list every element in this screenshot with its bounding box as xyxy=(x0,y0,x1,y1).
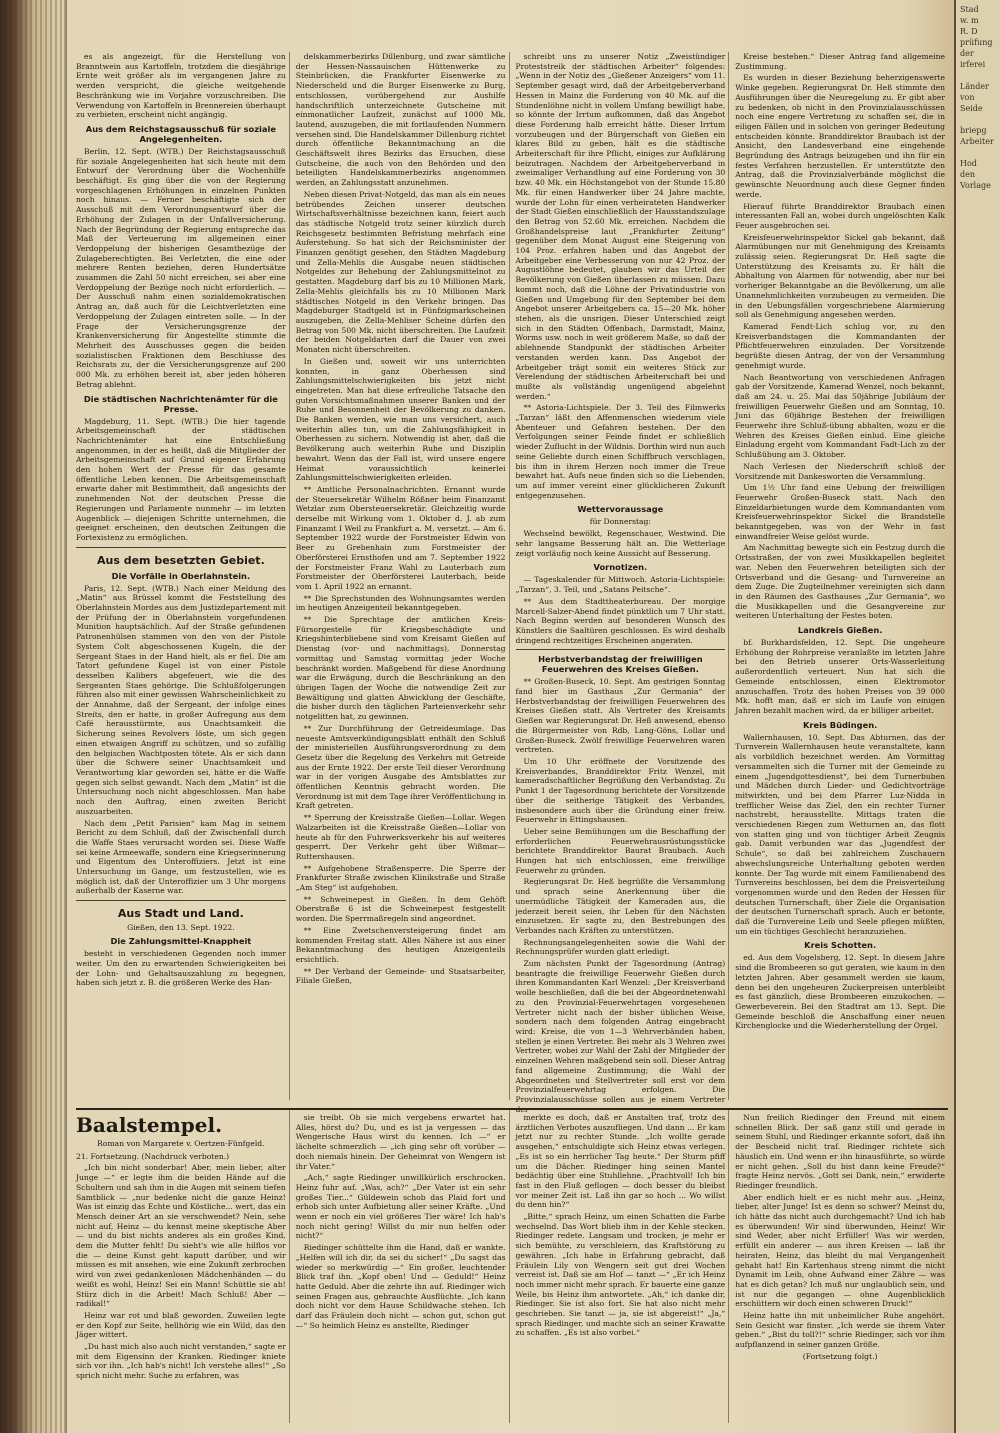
headline: Aus dem Reichstagsausschuß für soziale Angelegenheiten. xyxy=(85,123,276,144)
article-text: ** Eine Zwetschenversteigerung findet am kommenden Freitag statt. Alles Nähere ist aus einer Bekanntmachung des heutigen Anzeigenteils ersichtlich. xyxy=(295,925,506,964)
headline: Herbstverbandstag der freiwilligen Feuerwehren des Kreises Gießen. xyxy=(538,654,703,675)
article-text: — Tageskalender für Mittwoch. Astoria-Lichtspiele: „Tarzan“, 3. Teil, und „Satans Peitsche“. xyxy=(515,575,726,595)
headline: Kreis Schotten. xyxy=(804,940,877,951)
dateline: Gießen, den 13. Sept. 1922. xyxy=(127,923,235,933)
headline: Die städtischen Nachrichtenämter für die Presse. xyxy=(83,393,278,414)
article-text: delskammerbezirks Dillenburg, und zwar sämtliche der Hessen-Nassauischen Hüttenwerke zu Steinbrücken, die Frankfurter Eisenwerke zu Niederscheld und die Burger Eisenwerke zu Burg, entschlossen, vorübergehend zur Aushilfe handschriftlich unterzeichnete Gutscheine mit einmonatlicher Laufzeit, zunächst auf 1000 Mk. lautend, auszugeben, die mit fortlaufenden Nummern versehen sind. Die Handelskammer Dillenburg richtet durch öffentliche Bekanntmachung an die Geschäftswelt ihres Bezirks das Ersuchen, diese Gutscheine, die auch von den Behörden und den beteiligten Handelskammerbezirks angenommen werden, an Zahlungsstatt anzunehmen. xyxy=(295,52,506,188)
article-text: ** Aus dem Stadttheaterbureau. Der morgige Marcell-Salzer-Abend findet pünktlich um 7 Uhr statt. Nach Beginn werden auf besonderen Wunsch des Künstlers die Saaltüren geschlossen. Es wird deshalb dringend rechtzeitiges Erscheinen angeraten. xyxy=(515,596,726,645)
serial-text: „Ich bin nicht sonderbar! Aber, mein lieber, alter Junge —“ er legte ihm die beiden Hände auf die Schultern und sah ihm in die Augen mit seinem tiefen Samtblick — „nur bedenke nicht die ganze Heinz! Was ist einzig das Echte und Köstliche... wert, das ein Mensch deiner Art an sie verschwendet? Nein, sehe nicht auf, Heinz — du kennst meine skeptische Aber — und du bist nichts anderes als ein großes Kind, dem die Mutter fehlt! Du sieht's wie alle hilflos vor die — deine Kunst geht kaputt darüber, und wir müssen es mit ansehen, wie eine Zukunft zerbrochen wird von zwei gedankenlosen Mädchenhänden — du weißt es wohl, Heinz! Sei ein Mann! Schüttle sie ab! Stürz dich in die Arbeit! Mach Schluß! Aber — radikal!“ xyxy=(76,1163,286,1309)
binding-spine xyxy=(0,0,70,1433)
article-text: besteht in verschiedenen Gegenden noch immer weiter. Um den zu erwartenden Schwierigkeiten bei der Lohn- und Gehaltsauszahlung zu begegnen, haben sich jetzt z. B. die größeren Werke des Han- xyxy=(76,949,286,988)
serial-text: „Bitte,“ sprach Heinz, um einen Schatten die Farbe wechselnd. Das Wort blieb ihm in der Kehle stecken. Riedinger redete. Langsam und trocken, je mehr er sich bemühte, zu verschleiern, das Kraftstörung zu gewähren. „Ich habe in Erfahrung gebracht, daß Fräulein Lily von Wengern seit gut drei Wochen verreist ist. Daß sie am Hof — tanzt —“ „Er ich Heinz noch immer nicht mehr sprach. Er bauerte eine ganze Weile, bis Heinz ihm antwortete. „Ah,“ ich danke dir, Riedinger. Sie ist also fort. Sie hat also nicht mehr geschrieben. Sie tanzt — ja, sie ist abgereist!“ „Ja,“ sprach Riedinger, und machte sich an seiner Krawatte zu schaffen. „Es ist also vorbei.“ xyxy=(515,1212,726,1338)
article-text: Neben diesen Privat-Notgeld, das man als ein neues betrübendes Zeichen unserer deutschen Wirtschaftsverhältnisse bezeichnen kann, feiert auch das städtische Notgeld trotz seiner kürzlich durch Reichsgesetz bestimmten Befristung mehrfach eine Auferstehung. So hat sich der Reichsminister der Finanzen genötigt gesehen, den Städten Magdeburg und Zella-Mehlis die Ausgabe neuen städtischen Notgeldes zur Behebung der Zahlungsmittelnot zu gestatten. Magdeburg darf bis zu 10 Millionen Mark, Zella-Mehlis gleichfalls bis zu 10 Millionen Mark städtisches Notgeld in den Verkehr bringen. Das Magdeburger Stadtgeld ist in Fünfzigmarkscheinen auszugeben, die Zella-Mehliser Scheine dürfen den Betrag von 500 Mk. nicht überschreiten. Die Laufzeit der beiden Notgeldarten darf die Dauer von zwei Monaten nicht überschreiten. xyxy=(295,189,506,355)
article-text: Nach Beantwortung von verschiedenen Anfragen gab der Vorsitzende, Kamerad Wenzel, noch bekannt, daß am 24. u. 25. Mai das 50jährige Jubiläum der freiwilligen Feuerwehr Gießen und am Sonntag, 10. Juni das 60jährige Bestehen der freiwilligen Feuerwehr ihre Schluß-übung abhalten, wozu er die Wehren des Kreises Gießen einlud. Eine gleiche Einladung ergeht vom Kommandant Fadt-Lich zu der Schlußübung am 3. Oktober. xyxy=(735,372,945,460)
article-text: ** Aufgehobene Straßensperre. Die Sperre der Frankfurter Straße zwischen Klinikstraße und Straße „Am Steg“ ist aufgehoben. xyxy=(295,863,506,893)
headline: Vornotizen. xyxy=(593,562,648,573)
article-text: Rechnungsangelegenheiten sowie die Wahl der Rechnungsprüfer wurden glatt erledigt. xyxy=(515,937,726,957)
article-text: bf. Burkhardsfelden, 12. Sept. Die ungeheure Erhöhung der Rohrpreise veranlaßte im letzten Jahre bei den Betrieb unserer Orts-Wasserleitung außerordentlich verteuert. Nun hat sich die Gemeinde entschlossen, einen Elektromotor anzuschaffen. Trotz des hohen Preises von 39 000 Mk. hofft man, daß er sich im Laufe von einigen Jahren bezahlt machen wird, da er billiger arbeitet. xyxy=(735,638,945,715)
article-text: ed. Aus dem Vogelsberg, 12. Sept. In diesem Jahre sind die Brombeeren so gut geraten, wie kaum in den letzten Jahren. Aber gesammelt werden sie kaum, denn bei den ungeheuren Zuckerpreisen unterbleibt es fast gänzlich, diese Brombeeren einzukochen. — Gewerbeverein. Bei den Stadtrat am 13. Sept. Die Gemeinde beschloß die Anschaffung einer neuen Kirchenglocke und die Wiederherstellung der Orgel. xyxy=(735,953,945,1031)
headline: Landkreis Gießen. xyxy=(797,625,883,636)
news-columns xyxy=(76,52,948,1114)
article-text: ** Schweinepest in Gießen. In dem Gehöft Oberstraße 6 ist die Schweinepest festgestellt worden. Die Sperrmaßregeln sind angeordnet. xyxy=(295,894,506,924)
column-3 xyxy=(515,52,730,1114)
column-2 xyxy=(296,52,510,1100)
serial-text: Nun freilich Riedinger den Freund mit einem schnellen Blick. Der saß ganz still und gerade in seinem Stuhl, und Riedinger erkannte sofort, daß ihn der Bescheid nicht traf. Riedinger richtete sich häuslich ein. Und wenn er ihn hinausführte, so würde er nicht gehen. „Soll du bist dann keine Freude?“ fragte Heinz nervös. „Gott sei Dank, nein,“ erwiderte Riedinger freundlich. xyxy=(735,1113,945,1190)
headline: Kreis Büdingen. xyxy=(802,719,878,730)
divider xyxy=(76,547,286,548)
article-text: Wallernhausen, 10. Sept. Das Abturnen, das der Turnverein Wallernhausen heute veranstaltete, kann als vorbildlich bezeichnet werden. Am Vormittag versammelten sich die Turner mit der Gemeinde zu einem „Jugendgottesdienst“, bei dem Turnerbuben und Mädchen durch Lieder- und Gedichtvorträge mitwirkten, und bei dem Pfarrer Luz-Nidda in trefflicher Weise das Ziel, den ein rechter Turner nachstrebt, herausstellte. Mittags traten die verschiedenen Riegen zum Wetturnen an, das flott von statten ging und von tüchtiger Arbeit Zeugnis gab. Damit verbunden war das „Jugendfest der Schule“, so daß bei zahlreichem Zuschauern abwechslungsreiche Unterhaltung geboten werden konnte. Der Tag wurde mit einem Familienabend des Turnvereins beschlossen, bei dem die Preisverteilung vorgenommen wurde und den Reden der Hessen für deutschen Turnerschaft, über Ziele die Organisation der deutschen Turnerschaft sprach. Auch er betonte, daß die Turnvereine Leib und Seele pflegen müßten, um ein tüchtiges Geschlecht heranzuziehen. xyxy=(735,732,945,936)
divider xyxy=(76,900,286,901)
article-text: Um 1½ Uhr fand eine Uebung der freiwilligen Feuerwehr Großen-Buseck statt. Nach den Einzeldarbietungen wurde dem Kommandanten vom Kreisfeuerwehrinspektor Sickel die Brandstelle bekanntgegeben, was von der Wehr in fast einwandfreier Weise gelöst wurde. xyxy=(735,483,945,541)
serial-text: merkte es doch, daß er Anstalten traf, trotz des ärztlichen Verbotes auszufliegen. Und dann ... Er kam jetzt nur zu rechter Stunde. „Ich wollte gerade ausgehen,“ entschuldigte sich Heinz etwas verlegen. „Es ist so ein herrlicher Tag heute.“ Der Sturm pfiff um die Dächer. Riedinger hing seinen Mantel bedächtig über eine Stuhllehne. „Prachtvoll! Ich bin fast in den Fluß geflogen — doch besser du bleibst vor meiner Zeit ist. Laß ihn gar so hoch ... Wo willst du denn hin?“ xyxy=(515,1113,726,1210)
article-text: Paris, 12. Sept. (WTB.) Nach einer Meldung des „Matin“ aus Brüssel kommt die Feststellung des Oberlahnstein Mordes aus dem Justizdepartement mit der Prüfung der in Oberlahnstein vorgefundenen Munition hauptsächlich. Auf der Straße gefundenen Patronenhülsen stammen von den von der Pistole System Colt abgeschossenen Kugeln, die der Sergeant Staes in der Hand hielt, als er fiel. Die am Tatort gefundene Kugel ist von einer Pistole desselben Kalibers abgefeuert, wie die des Sergeanten Staes gehörige. Die Schlußfolgerungen führen also mit einer gewissen Wahrscheinlichkeit zu der Annahme, daß der Sergeant, der infolge eines Streits, den er hatte, in großer Aufregung aus dem Café herausstürmte, aus Unachtsamkeit die Sicherung seines Revolvers löste, um sich gegen einen etwaigen Angriff zu schützen, und so zufällig den belgischen Wachtposten tötete. Als er sich dann über die Schwere seiner Unachtsamkeit und Verantwortung klar geworden sei, hätte er die Waffe gegen sich selbst gewandt. Nach dem „Matin“ ist die Untersuchung noch nicht abgeschlossen. Man habe noch den Auftrag, einen zweiten Bericht auszuarbeiten. xyxy=(76,583,286,816)
article-text: Ueber seine Bemühungen um die Beschaffung der erforderlichen Feuerwehrausrüstungsstücke berichtete Branddirektor Baurat Braubach. Auch Hungen hat sich entschlossen, eine freiwillige Feuerwehr zu gründen. xyxy=(515,826,726,875)
article-text: Kreise bestehen.“ Dieser Antrag fand allgemeine Zustimmung. xyxy=(735,52,945,71)
article-text: Kamerad Fendt-Lich schlug vor, zu den Kreisverbandstagen die Kommandanten der Pflichtfeuerwehren einzuladen. Der Vorsitzende begrüßte diesen Antrag, der von der Versammlung genehmigt wurde. xyxy=(735,321,945,370)
column-1 xyxy=(76,52,290,1100)
article-text: es als angezeigt, für die Herstellung von Branntwein aus Kartoffeln, trotzdem die diesjährige Ernte weit größer als im vergangenen Jahre zu werden verspricht, die gleiche weitgehende Beschränkung wie im Vorjahre vorzuschreiben. Die Verwendung von Kartoffeln in Brennereien überhaupt zu verbieten, erscheint nicht angängig. xyxy=(76,52,286,120)
continuation-note: (Fortsetzung folgt.) xyxy=(802,1351,878,1361)
adjacent-page-edge xyxy=(954,0,1000,1433)
adjacent-page-text: Stad w. m R. D prüfung der irferei Länder von Seide briepg Arbeiter Hod den Vorlage xyxy=(960,5,994,190)
column-4 xyxy=(735,52,948,1100)
article-text: Es wurden in dieser Beziehung beherzigenswerte Winke gegeben. Regierungsrat Dr. Heß stimmte den Ausführungen über die Neuregelung zu. Er gibt aber zu bedenken, ob nicht in den Provinzialausschüssen noch eine engere Vertretung zu schaffen sei, die in eiligen Fällen und in solchen von geringer Bedeutung entscheiden könnte. Branddirektor Braubach ist der Ansicht, den Landesverband eine eingehende Begründung des Antrags beizugeben und ihn für ein festes Verfahren herzustellen. Er unterstützte den Antrag, daß die Provinzialverbände möglichst die gewünschte Neuordnung auch diese Gegner finden werde. xyxy=(735,73,945,199)
article-text: Magdeburg, 11. Sept. (WTB.) Die hier tagende Arbeitsgemeinschaft der städtischen Nachrichtenämter hat eine Entschließung angenommen, in der es heißt, daß die Mitglieder der Arbeitsgemeinschaft auf Grund eigener Erfahrung den hohen Wert der Presse für das gesamte öffentliche Leben kennen. Die Arbeitsgemeinschaft erwarte daher mit Bestimmtheit, daß angesichts der zunehmenden Not der deutschen Presse die Regierungen und Parlamente nunmehr — im letzten Augenblick — diejenigen Schritte unternehmen, die geeignet erscheinen, den deutschen Zeitungen die Fortexistenz zu ermöglichen. xyxy=(76,416,286,542)
serial-text: Heinz war rot und blaß geworden. Zuweilen legte er den Kopf zur Seite, hellhörig wie ein Wild, das den Jäger wittert. xyxy=(76,1310,286,1340)
serial-text: Heinz hatte ihn mit unheimlicher Ruhe angehört. Sein Gesicht war finster. „Ich werde sie ihrem Vater geben.“ „Bist du toll?!“ schrie Riedinger, sich vor ihm aufpflanzend in seiner ganzen Größe. xyxy=(735,1311,945,1350)
headline: Wettervoraussage xyxy=(577,504,664,515)
article-text: ** Die Sprechstunden des Wohnungsamtes werden im heutigen Anzeigenteil bekanntgegeben. xyxy=(295,593,506,613)
serial-column-3 xyxy=(516,1110,730,1423)
subheadline: für Donnerstag: xyxy=(589,517,651,527)
article-text: Regierungsrat Dr. Heß begrüßte die Versammlung und sprach seine Anerkennung über die unermüdliche Tätigkeit der Kameraden aus, die jederzeit bereit seien, ihr Leben für den Nächsten einzusetzen. Er sagte zu, den Bestrebungen des Verbandes nach Kräften zu unterstützen. xyxy=(515,877,726,935)
serial-column-2 xyxy=(296,1110,510,1423)
article-text: ** Der Verband der Gemeinde- und Staatsarbeiter, Filiale Gießen, xyxy=(295,966,506,986)
article-text: Hierauf führte Branddirektor Braubach einen interessanten Fall an, wobei durch ungelöschten Kalk Feuer ausgebrochen sei. xyxy=(735,201,945,230)
newspaper-content xyxy=(76,52,948,1417)
article-text: Um 10 Uhr eröffnete der Vorsitzende des Kreisverbandes, Branddirektor Fritz Wenzel, mit kameradschaftlicher Begrüßung den Verbandstag. Zu Punkt 1 der Tagesordnung berichtete der Vorsitzende über die seitherige Tätigkeit des Verbandes, insbesondere auch über die Gründung einer freiw. Feuerwehr in Ettingshausen. xyxy=(515,757,726,825)
serial-column-4 xyxy=(735,1110,948,1423)
article-text: ** Großen-Buseck, 10. Sept. Am gestrigen Sonntag fand hier im Gasthaus „Zur Germania“ der Herbstverbandstag der freiwilligen Feuerwehren des Kreises Gießen statt. Als Vertreter des Kreisamts Gießen war Regierungsrat Dr. Heß anwesend, ebenso die Bürgermeister von Rdb, Lang-Göns, Lollar und Großen-Buseck. Zwölf freiwillige Feuerwehren waren vertreten. xyxy=(515,677,726,755)
article-text: ** Amtliche Personalnachrichten. Ernannt wurde der Steuersekretär Wilhelm Rößner beim Finanzamt Wetzlar zum Obersteuersekretär. Gleichzeitig wurde derselbe mit Wirkung vom 1. Oktober d. J. ab zum Finanzamt I Weil zu Frankfurt a. M. versetzt. — Am 6. September 1922 wurde der Forstmeister Edwin von Beer zu Grebenhain zum Forstmeister der Oberförsterei Ernsthofen und am 7. September 1922 der Forstmeister Franz Wahl zu Lauterbach zum Forstmeister der Oberförsterei Lauterbach, beide vom 1. April 1922 an ernannt. xyxy=(295,484,506,591)
section-headline: Aus Stadt und Land. xyxy=(117,907,244,921)
serial-author: Roman von Margarete v. Oertzen-Fünfgeld. xyxy=(97,1139,265,1148)
article-text: Nach dem „Petit Parisien“ kam Mag in seinem Bericht zu dem Schluß, daß der Zwischenfall durch die Waffe Staes verursacht worden sei. Diese Waffe sei keine Armeewaffe, sondern eine Kriegserinnerung und Eigentum des Unteroffiziers. Jetzt ist eine Untersuchung im Gange, um festzustellen, wie es möglich ist, daß der Unteroffizier um 3 Uhr morgens außerhalb der Kaserne war. xyxy=(76,818,286,896)
page-crease xyxy=(64,0,67,1433)
serial-novel-section xyxy=(76,1108,948,1420)
article-text: ** Sperrung der Kreisstraße Gießen—Lollar. Wegen Walzarbeiten ist die Kreisstraße Gießen—Lollar von heute ab für den Fuhrwerksverkehr bis auf weiteres gesperrt. Der Verkehr geht über Wißmar—Ruttershausen. xyxy=(295,813,506,861)
headline: Die Zahlungsmittel-Knappheit xyxy=(110,936,252,947)
article-text: ** Die Sprechtage der amtlichen Kreis-Fürsorgestelle für Kriegsbeschädigte und Kriegshinterbliebene sind vom Kreisamt Gießen auf Dienstag (vor- und nachmittags), Donnerstag vormittag und Samstag vormittag jeder Woche beschränkt worden. Maßgebend für diese Anordnung war die Erwägung, durch die Beschränkung an den übrigen Tagen der Woche die notwendige Zeit zur Bewältigung und glatten Abwicklung der Geschäfte, die bisher durch den täglichen Parteienverkehr sehr notgelitten hat, zu gewinnen. xyxy=(295,615,506,722)
article-text: Wechselnd bewölkt, Regenschauer, Westwind. Die sehr langsame Besserung hält an. Die Wetterlage zeigt vorläufig noch keine Aussicht auf Besserung. xyxy=(515,529,726,558)
section-headline: Aus dem besetzten Gebiet. xyxy=(96,553,265,567)
serial-text: „Du hast mich also auch nicht verstanden,“ sagte er mit dem Eigensinn der Kranken. Riedinger kniete sich vor ihn. „Ich hab's nicht! Ich verstehe alles!“ „So sprich nicht mehr. Suche zu erfahren, was xyxy=(76,1342,286,1381)
serial-column-1 xyxy=(76,1110,290,1423)
article-text: ** Astoria-Lichtspiele. Der 3. Teil des Filmwerks „Tarzan“ läßt den Affenmenschen wiederum viele Abenteuer und Gefahren bestehen. Der den Verfolgungen seiner Feinde findet er schließlich wieder Zuflucht in der Wildnis. Dorthin wird nun auch seine Geliebte durch einen Schiffbruch verschlagen, bis ihm in ihrem Herzen noch immer die Treue bewahrt hat. Aufs neue finden sich so die Liebenden, um auf immer vereint einer glücklicheren Zukunft entgegenzusehen. xyxy=(515,403,726,500)
article-text: Am Nachmittag bewegte sich ein Festzug durch die Ortsstraßen, der von zwei Musikkapellen begleitet war. Neben den Feuerwehren beteiligten sich der Ortsverband und die Gesang- und Turnvereine an dem Zuge. Die Zugteilnehmer vereinigten sich dann in den Räumen des Gasthauses „Zur Germania“, wo die Musikkapellen und die Gesangvereine zur weiteren Unterhaltung der Festes boten. xyxy=(735,543,945,621)
article-text: Nach Verlesen der Niederschrift schloß der Vorsitzende mit Dankesworten die Versammlung. xyxy=(735,461,945,481)
serial-text: sie treibt. Ob sie mich vergebens erwartet hat. Alles, hörst du? Du, und es ist ja vergessen — das Wengerische Haus wirst du kennen. Ich —“ er lächelte schmerzlich — „ich ging sehr oft vorüber — doch niemals hinein. Der Geheimrat von Wengern ist ihr Vater.“ xyxy=(295,1113,506,1171)
article-text: ** Zur Durchführung der Getreideumlage. Das neueste Amtsverkündigungsblatt enthält den Schluß der ministeriellen Ausführungsverordnung zu dem Gesetz über die Regelung des Verkehrs mit Getreide aus der Ernte 1922. Der erste Teil dieser Verordnung war in der vorigen Ausgabe des Amtsblattes zur öffentlichen Kenntnis gebracht worden. Die Verordnung ist mit dem Tage ihrer Veröffentlichung in Kraft getreten. xyxy=(295,723,506,811)
serial-installment: 21. Fortsetzung. (Nachdruck verboten.) xyxy=(76,1151,230,1161)
serial-text: Aber endlich hielt er es nicht mehr aus. „Heinz, lieber, alter Junge! Ist es denn so schwer? Meinst du, ich hätte das nicht auch durchgemacht? Und ich hab es überwunden! Wir sind überwunden, Heinz! Wir sind Weder, aber nicht Erfüller! Was wir werden, erfüllt ein anderer — aus ihren Kreisen — laß ihr heiraten, Heinz, das bleibt du mal Vergangenheit gehabt hat! Ein Kartenhaus streng nimmt die nicht Dynamit im Leib, ohne Aufwand einer Zähre — was hat es dich getan? Ich muß nur unglaublich sein, und ist nur die gegangen — ohne Augenblicklich erschüttern wir doch einen schweren Druck!“ xyxy=(735,1192,945,1309)
article-text: Zum nächsten Punkt der Tagesordnung (Antrag) beantragte die freiwillige Feuerwehr Gießen durch ihren Kommandanten Karl Wenzel: „Der Kreisverband wolle beschließen, daß die bei der Abgeordnetenwahl zu den Provinzial-Feuerwehrtagen vorgesehenen Vertreter nicht nach der bisher üblichen Weise, sondern nach dem folgenden Antrag eingebracht wird: Kreise, die von 1—3 Wehrverbänden haben, stellen je einen Vertreter. Bei mehr als 3 Wehren zwei Vertreter, wobei zur Wahl der Zahl der Mitglieder der einzelnen Wehren maßgebend sein soll. Dieser Antrag fand allgemeine Zustimmung; die Wahl der Abgeordneten und Stellvertreter soll erst vor dem Provinzialfeuerwehrtag erfolgen. Die Provinzialausschüsse sollen aus je einem Vertreter der xyxy=(515,959,726,1114)
divider xyxy=(516,649,726,650)
serial-text: Riedinger schüttelte ihm die Hand, daß er wankte. „Helfen will ich dir, da sei du sicher!“ „Du sagst das wieder so merkwürdig —“ Ein großer, leuchtender Blick traf ihn. „Kopf oben! Und — Geduld!“ Heinz hatte Geduld. Aber die zehrte ihn auf. Riedinger wich seinen Fragen aus, gebrauchte Ausflüchte. „Ich kann doch nicht vor dem Hause Schildwache stehen. Ich darf das Fräulein doch nicht — schon gut, schon gut —“ So heimlich Heinz es anstellte, Riedinger xyxy=(295,1243,506,1330)
article-text: Berlin, 12. Sept. (WTB.) Der Reichstagsausschuß für soziale Angelegenheiten hat sich heute mit dem Entwurf der Verordnung über die Wochenhilfe beschäftigt. Es ging über die von der Regierung vorgeschlagenen Erhöhungen in einzelnen Punkten noch hinaus. — Ferner beschäftigte sich der Ausschuß mit dem Verordnungsentwurf über die Erhöhung der Zulagen in der Unfallversicherung. Nach der Begründung der Regierung entspreche das Maß der Verteuerung im allgemeinen einer Verdoppelung der bisherigen Gesamtbezüge der Zulageberechtigten. Bei Verletzten, die eine oder mehrere Renten beziehen, deren Hundertsätze zusammen die Zahl 50 nicht erreichen, sei aber eine Verdoppelung der Bezüge noch nicht erforderlich. — Der Ausschuß nahm einen sozialdemokratischen Antrag an, daß auch für die Leichtverletzten eine Verdoppelung der Zulagen eintreten solle. — In der Frage der Versicherungsgrenze der Krankenversicherung für Angestellte stimmte die Mehrheit des Ausschusses gegen die beiden sozialistischen Fraktionen dem Beschlusse des Reichsrats zu, der die Versicherungsgrenze auf 200 000 Mk. zu erhöhen bereit ist, aber jeden höheren Betrag ablehnt. xyxy=(76,146,286,389)
headline: Die Vorfälle in Oberlahnstein. xyxy=(111,570,251,581)
serial-title: Baalstempel. xyxy=(76,1113,223,1137)
article-text: In Gießen und, soweit wir uns unterrichten konnten, in ganz Oberhessen sind Zahlungsmittelschwierigkeiten bis jetzt nicht eingetreten. Man hat diese erfreuliche Tatsache den guten Vorsichtsmaßnahmen unserer Banken und der Ruhe und Besonnenheit der Bevölkerung zu danken. Die Banken werden, wie man uns versichert, auch weiterhin alles tun, um die Zahlungsfähigkeit in Oberhessen zu sichern. Notwendig ist aber, daß die Bevölkerung auch weiterhin Ruhe und Disziplin bewahrt. Wenn das der Fall ist, wird unsere engere Heimat voraussichtlich keinerlei Zahlungsmittelschwierigkeiten erleiden. xyxy=(295,356,506,483)
serial-text: „Ach,“ sagte Riedinger unwillkürlich erschrocken. Heinz fuhr auf. „Was, ach?“ „Der Vater ist ein sehr großes Tier...“ Güldewein schob das Plaid fort und erhob sich unter Aufbietung aller seiner Kräfte. „Und wenn er noch ein viel größeres Tier wäre! Ich hab's noch nicht gering! Willst du mir nun helfen oder nicht?“ xyxy=(295,1173,506,1241)
article-text: schreibt uns zu unserer Notiz „Zweistündiger Proteststreik der städtischen Arbeiter“ folgendes: „Wenn in der Notiz des „Gießener Anzeigers“ vom 11. September gesagt wird, daß der Arbeitgeberverband Hessen in Mainz die Forderung von 40 Mk. auf die Stundenlöhne nicht in vollem Umfang bewilligt habe, so könnte der Irrtum aufkommen, daß das Angebot diese Forderung halb erreicht hätte. Dieser Irrtum vorzubeugen und der Bürgerschaft von Gießen ein klares Bild zu geben, hält es die städtische Arbeiterschaft für ihre Pflicht, einiges zur Aufklärung beizutragen. Nachdem der Arbeitgeberverband in zweimaliger Verhandlung auf eine Forderung von 30 bzw. 40 Mk. ein Höchstangebot von der Stunde 15.80 Mk. für einen Handwerker über 24 Jahre machte, wurde der Lohn für einen verheirateten Handwerker der Stadt Gießen einschließlich der Hausstandszulage den Betrag von 52.60 Mk. erreichen. Nachdem die Großhandelspreise laut „Frankfurter Zeitung“ gegenüber dem Monat August eine Steigerung von 104 Proz. erfahren haben und das Angebot der Arbeitgeber eine Verbesserung von nur 42 Proz. der Augustlöhne bedeutet, glauben wir das Urteil der Bevölkerung von Gießen überlassen zu müssen. Dazu kommt noch, daß die Löhne der Privatindustrie von Gießen und Umgebung für den September bei dem Angebot unserer Arbeitgebers ca. 15—20 Mk. höher stehen, als die unsrigen. Dieser Unterschied zeigt sich in den Städten Offenbach, Darmstadt, Mainz, Worms usw. noch in weit größerem Maße, so daß der ablehnende Standpunkt der städtischen Arbeiter verstanden werden kann. Das Angebot der Arbeitgeber trägt somit ein weiteres Stück zur Verelendung der städtischen Arbeiterschaft bei und mußte als vollständig ungenügend abgelehnt werden.“ xyxy=(515,52,726,401)
article-text: Kreisfeuerwehrinspektor Sickel gab bekannt, daß Alarmübungen nur mit Genehmigung des Kreisamts zulässig seien. Regierungsrat Dr. Heß sagte die Unterstützung des Kreisamts zu. Er hält die Abhaltung von Alarmen für notwendig, aber nur bei vorheriger Bekanntgabe an die Bevölkerung, um alle Unannehmlichkeiten vorzubeugen zu vermeiden. Die in den Uebungsfällen vorgeschriebene Alarmierung soll als Genehmigung angesehen werden. xyxy=(735,232,945,320)
